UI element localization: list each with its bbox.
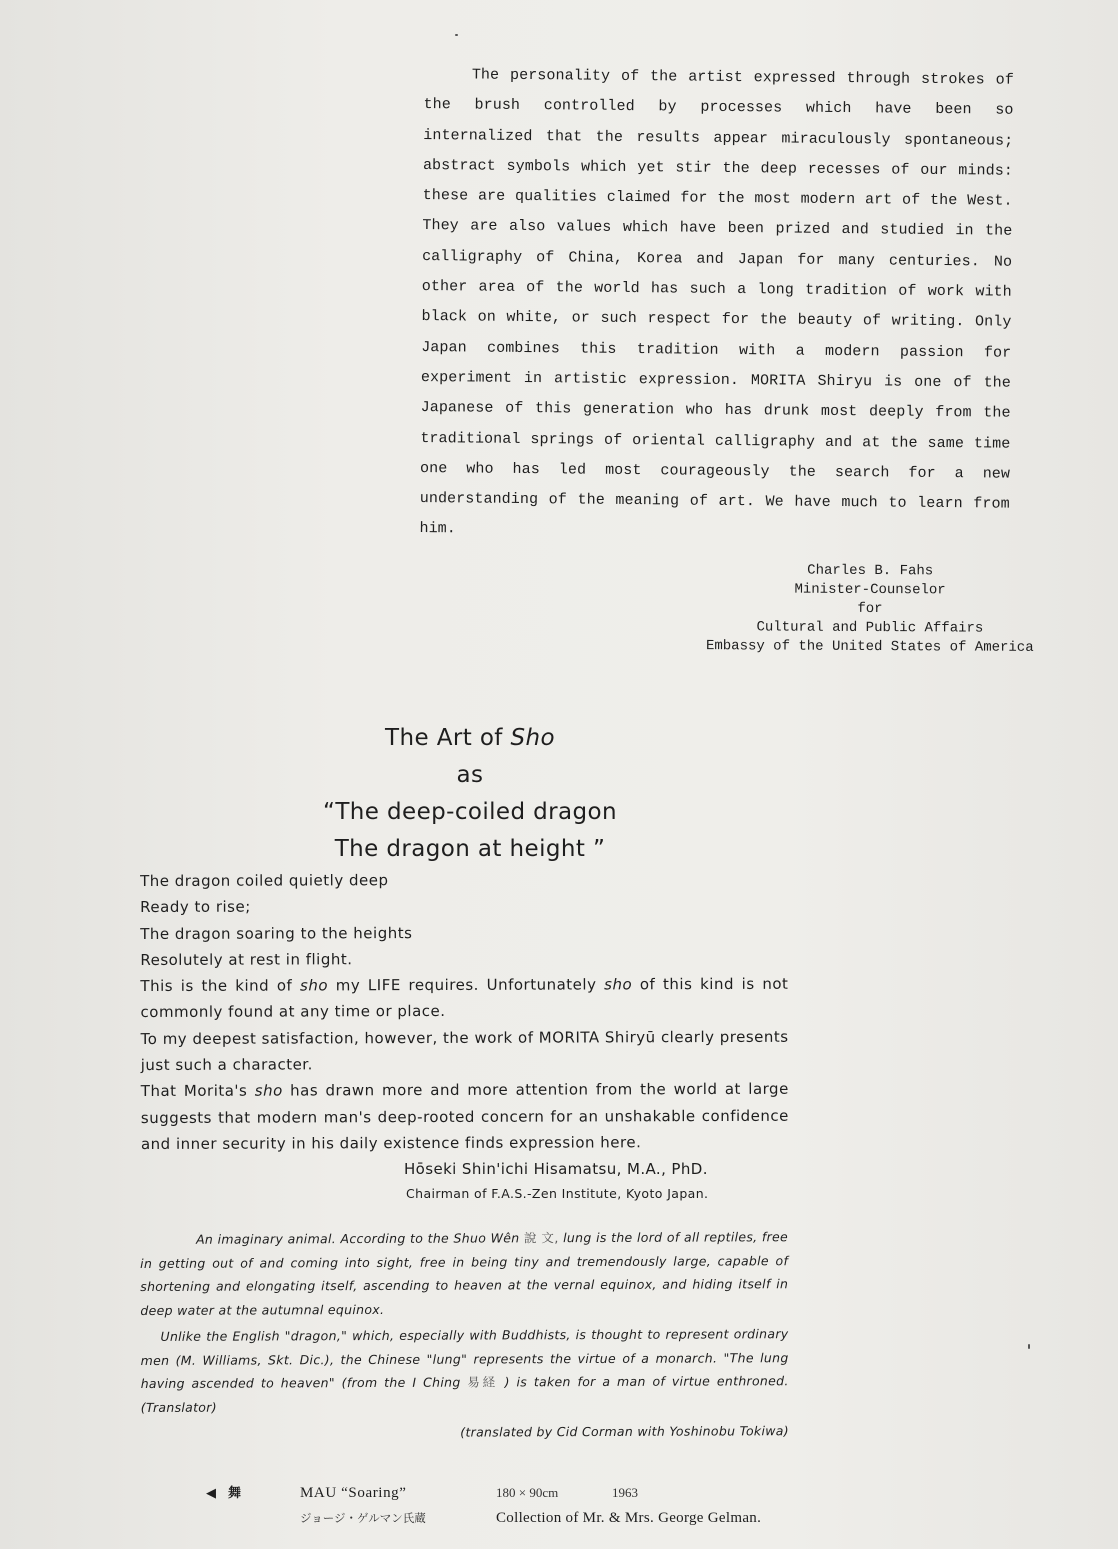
cjk-text: 說 文, xyxy=(523,1230,559,1246)
artwork-title: MAU “Soaring” xyxy=(300,1485,407,1501)
preface-text xyxy=(419,60,1014,550)
author-name: Hōseki Shin'ichi Hisamatsu, M.A., PhD. xyxy=(404,1160,708,1178)
poem-line: Resolutely at rest in flight. xyxy=(140,950,353,969)
left-arrow-icon: ◀ xyxy=(206,1486,216,1501)
caption-row-2 xyxy=(206,1506,866,1531)
sho-term: sho xyxy=(254,1081,283,1100)
sho-author xyxy=(404,1156,804,1206)
body-paragraph-1 xyxy=(140,971,788,1026)
note-paragraph-1 xyxy=(140,1225,788,1322)
signer-org: Embassy of the United States of America xyxy=(705,638,1034,656)
poem-line: The dragon soaring to the heights xyxy=(140,923,413,943)
poem-line: The dragon coiled quietly deep xyxy=(140,871,389,890)
cjk-text: 易経 xyxy=(467,1374,498,1390)
sho-title xyxy=(250,720,690,868)
title-sho: Sho xyxy=(510,725,555,751)
title-line-1 xyxy=(250,720,690,757)
translator-note xyxy=(140,1225,789,1448)
text: Unlike the English "dragon," which, especially with Buddhists, is thought to represent ordinary men (M. Williams, Skt. Dic.), the Chinese "lung" represents the virtue of a monarch. "The xyxy=(140,1326,789,1368)
text: This is the kind of xyxy=(140,976,301,996)
text: having ascended to heaven" (from the xyxy=(140,1374,413,1391)
text: I Ching xyxy=(412,1374,461,1390)
owner-japanese: ジョージ・ゲルマン氏蔵 xyxy=(300,1511,426,1525)
title-line-3: “The deep-coiled dragon xyxy=(323,799,617,825)
author-affiliation: Chairman of F.A.S.-Zen Institute, Kyoto Japan. xyxy=(406,1186,709,1201)
text: lung xyxy=(760,1349,789,1365)
body-paragraph-2: To my deepest satisfaction, however, the work of MORITA Shiryū clearly presents just such a character. xyxy=(140,1027,789,1075)
poem-line: Ready to rise; xyxy=(140,897,251,917)
artwork-kanji: 舞 xyxy=(228,1486,242,1501)
artwork-caption xyxy=(206,1480,866,1531)
preface-paragraph: The personality of the artist expressed through strokes of the brush controlled by processes which have been so internalized that the results appear miraculously spontaneous; abstract symbols which yet stir the deep recesses of our minds: these are qualities claimed for the most modern art of the West. They are also values which have been prized and studied in the calligraphy of China, Korea and Japan for many centuries. No other area of the world has such a long tradition of work with black on white, or such respect for the beauty of writing. Only Japan combines this tradition with a modern passion for experiment in artistic expression. MORITA Shiryu is one of the Japanese of this generation who has drunk most deeply from the traditional springs of oriental calligraphy and at the same time one who has led most courageously the search for a new understanding of the meaning of art. We have much to learn from him. xyxy=(419,66,1014,538)
signer-title: Minister-Counselor xyxy=(794,581,946,599)
text: lung xyxy=(558,1230,592,1246)
owner-english: Collection of Mr. & Mrs. George Gelman. xyxy=(496,1510,762,1526)
caption-row-1 xyxy=(206,1480,866,1506)
title-text: The Art of xyxy=(385,725,511,751)
text: That Morita's xyxy=(140,1081,255,1101)
text: is the lord of all reptiles, free in getting out of and coming into sight, free in being tiny and tremendously large, capable of shortening and elongating itself, ascending to heaven at the vernal equinox, and hiding itself in deep water at the autumnal equinox. xyxy=(140,1229,789,1318)
sho-term: sho xyxy=(299,976,329,995)
paper-speck xyxy=(455,34,458,36)
signer-for: for xyxy=(857,600,883,618)
note-paragraph-2 xyxy=(140,1322,788,1419)
translation-credit: (translated by Cid Corman with Yoshinobu Tokiwa) xyxy=(460,1423,789,1440)
signer-dept: Cultural and Public Affairs xyxy=(756,619,984,637)
paper-speck xyxy=(1028,1344,1030,1349)
artwork-year: 1963 xyxy=(612,1485,638,1500)
text: Shuo Wên xyxy=(453,1230,520,1246)
artwork-size: 180 × 90cm xyxy=(496,1485,559,1500)
text: ) is taken for a man of virtue enthroned. (Translator) xyxy=(140,1373,789,1415)
sho-term: sho xyxy=(604,975,633,994)
preface-signature xyxy=(690,561,1050,658)
text: An imaginary animal. According to the xyxy=(196,1230,454,1247)
sho-body xyxy=(140,866,789,1158)
title-line-2: as xyxy=(456,762,484,788)
text: has drawn more and more attention from the world at large suggests that modern man's deep-rooted concern for an unshakable confidence and inner security in his daily existence finds expression here. xyxy=(140,1080,789,1153)
title-line-4: The dragon at height ” xyxy=(334,836,606,862)
body-paragraph-3 xyxy=(141,1076,789,1157)
signer-name: Charles B. Fahs xyxy=(807,562,934,580)
text: of this kind is not commonly found at any time or place. xyxy=(140,974,789,1022)
text: my LIFE requires. Unfortunately xyxy=(327,975,605,995)
